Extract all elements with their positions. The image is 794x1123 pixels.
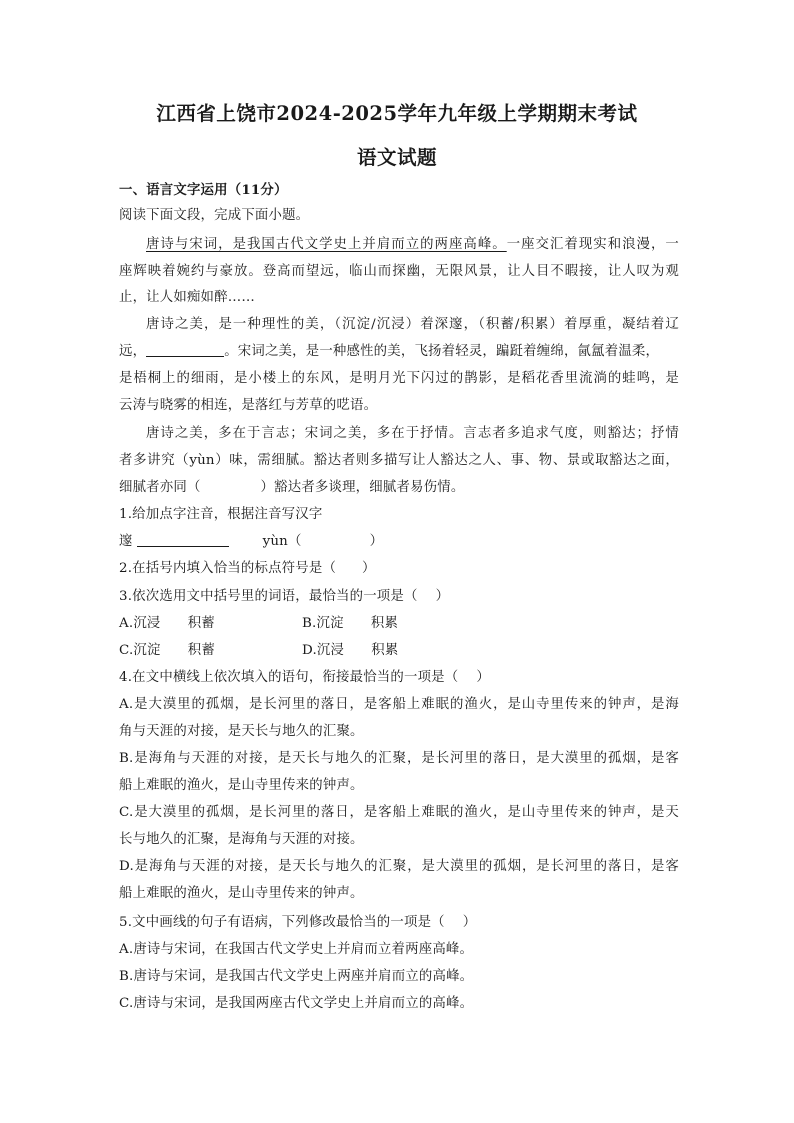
question-4-option-a-line-2: 角与天涯的对接，是天长与地久的汇聚。 xyxy=(119,724,364,739)
question-5-option-b[interactable]: B.唐诗与宋词，是我国古代文学史上两座并肩而立的高峰。 xyxy=(119,969,474,984)
paragraph-3-line-3-start: 细腻者亦同（ xyxy=(119,480,201,495)
option-d[interactable]: D.沉浸 积累 xyxy=(302,643,399,658)
question-5 xyxy=(119,913,679,933)
close-paren: ） xyxy=(462,915,477,930)
option-c[interactable]: C.沉淀 积蓄 xyxy=(119,643,215,658)
close-paren: ） xyxy=(476,670,490,685)
paragraph-3-line-3 xyxy=(119,478,679,498)
pinyin-answer-blank[interactable] xyxy=(137,532,229,547)
question-4-option-b-line-1[interactable]: B.是海角与天涯的对接，是天长与地久的汇聚，是长河里的落日，是大漠里的孤烟，是客 xyxy=(119,751,679,766)
question-1-answers xyxy=(119,532,679,552)
close-paren: ） xyxy=(435,589,450,604)
question-4-option-a-line-1[interactable]: A.是大漠里的孤烟，是长河里的落日，是客船上难眠的渔火，是山寺里传来的钟声，是海 xyxy=(119,697,679,712)
question-3-text: 3.依次选用文中括号里的词语，最恰当的一项是（ xyxy=(119,589,418,604)
dotted-char: 邃 xyxy=(119,534,133,549)
paragraph-1-line-2: 座辉映着婉约与豪放。登高而望远，临山而探幽，无限风景，让人目不暇接，让人叹为观 xyxy=(119,264,679,279)
paragraph-2-line-3: 是梧桐上的细雨，是小楼上的东风，是明月光下闪过的鹊影，是稻花香里流淌的蛙鸣，是 xyxy=(119,371,679,386)
paragraph-1-line-1 xyxy=(146,235,679,255)
question-4-option-d-line-2: 船上难眠的渔火，是山寺里传来的钟声。 xyxy=(119,886,364,901)
paragraph-2-line-1: 唐诗之美，是一种理性的美，（沉淀/沉浸）着深邃，（积蓄/积累）着厚重，凝结着辽 xyxy=(146,317,679,332)
question-4-option-d-line-1[interactable]: D.是海角与天涯的对接，是天长与地久的汇聚，是大漠里的孤烟，是长河里的落日，是客 xyxy=(119,859,679,874)
question-4-option-c-line-2: 长与地久的汇聚，是海角与天涯的对接。 xyxy=(119,832,364,847)
paragraph-2-line-4: 云涛与晓雾的相连，是落红与芳草的呓语。 xyxy=(119,398,378,413)
paragraph-2-line-2-end: 。宋词之美，是一种感性的美，飞扬着轻灵，蹁跹着缠绵，氤氲着温柔， xyxy=(224,344,660,359)
section-heading: 一、语言文字运用（11分） xyxy=(119,182,288,198)
question-4-option-c-line-1[interactable]: C.是大漠里的孤烟，是长河里的落日，是客船上难眠的渔火，是山寺里传来的钟声，是天 xyxy=(119,805,679,820)
paragraph-1-line-3: 止，让人如痴如醉…… xyxy=(119,290,255,305)
question-5-option-a[interactable]: A.唐诗与宋词，在我国古代文学史上并肩而立着两座高峰。 xyxy=(119,942,474,957)
page-subtitle: 语文试题 xyxy=(356,146,437,169)
close-paren: ） xyxy=(369,534,384,549)
instruction-text: 阅读下面文段，完成下面小题。 xyxy=(119,208,310,223)
underlined-sentence: 唐诗与宋词，是我国古代文学史上并肩而立的两座高峰。 xyxy=(146,237,507,252)
answer-blank[interactable] xyxy=(146,342,224,357)
paragraph-1-line-1-rest: 一座交汇着现实和浪漫，一 xyxy=(506,237,679,252)
option-b[interactable]: B.沉淀 积累 xyxy=(302,616,399,631)
question-2-text: 2.在括号内填入恰当的标点符号是（ xyxy=(119,561,337,576)
question-3-options-row-2 xyxy=(119,641,679,661)
close-paren: ） xyxy=(362,561,376,576)
option-a[interactable]: A.沉浸 积蓄 xyxy=(119,616,215,631)
paragraph-3-line-1: 唐诗之美，多在于言志；宋词之美，多在于抒情。言志者多追求气度，则豁达；抒情 xyxy=(146,426,679,441)
question-1: 1.给加点字注音，根据注音写汉字 xyxy=(119,507,323,522)
question-3-options-row-1 xyxy=(119,614,679,634)
paragraph-2-line-2-start: 远， xyxy=(119,344,147,359)
question-2 xyxy=(119,559,679,579)
paragraph-3-line-3-end: ）豁达者多谈理，细腻者易伤情。 xyxy=(260,480,465,495)
page-title: 江西省上饶市2024-2025学年九年级上学期期末考试 xyxy=(156,102,638,125)
question-3 xyxy=(119,587,679,607)
paragraph-3-line-2: 者多讲究（yùn）味，需细腻。豁达者则多描写让人豁达之人、事、物、景或取豁达之面， xyxy=(119,453,679,468)
question-4-option-b-line-2: 船上难眠的渔火，是山寺里传来的钟声。 xyxy=(119,778,364,793)
question-5-text: 5.文中画线的句子有语病，下列修改最恰当的一项是（ xyxy=(119,915,445,930)
question-5-option-c[interactable]: C.唐诗与宋词，是我国两座古代文学史上并肩而立的高峰。 xyxy=(119,996,474,1011)
question-4-text: 4.在文中横线上依次填入的语句，衔接最恰当的一项是（ xyxy=(119,670,459,685)
question-4 xyxy=(119,668,679,688)
paragraph-2-line-2 xyxy=(119,342,679,362)
pinyin-prompt: yùn（ xyxy=(262,534,302,549)
